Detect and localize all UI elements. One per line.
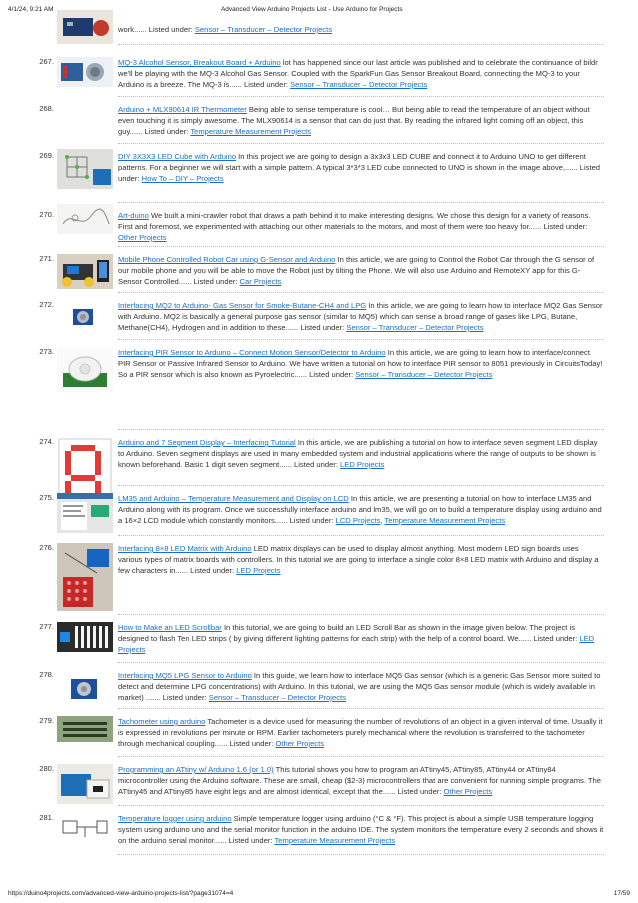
item-number: 279. [39,716,54,725]
project-title-link[interactable]: MQ-3 Alcohol Sensor, Breakout Board + Arduino [118,58,281,67]
item-number: 270. [39,210,54,219]
project-description: Tachometer is a device used for measuring the number of revolutions of an object in a given interval of time. Usually it is expressed in revolutions per minute or RPM. Earlier tachometers purely mechanical where the revolution is transferred to the tachometer through mechanical coupling...... Listed under: [118,717,603,748]
thumbnail-lcd-screenshot [57,493,113,533]
thumbnail-mq5-module-photo [57,671,113,705]
category-link[interactable]: LED Projects [340,460,385,469]
separator [118,756,604,757]
item-number: 268. [39,104,54,113]
category-link[interactable]: Other Projects [275,739,325,748]
category-link[interactable]: Temperature Measurement Projects [384,516,506,525]
item-number: 280. [39,764,54,773]
item-number: 276. [39,543,54,552]
thumbnail-photo [57,10,113,44]
category-link[interactable]: Car Projects [239,277,282,286]
item-number: 277. [39,622,54,631]
project-title-link[interactable]: Interfacing MQ2 to Arduino- Gas Sensor for Smoke-Butane-CH4 and LPG [118,301,367,310]
print-title: Advanced View Arduino Projects List - Use Arduino for Projects [220,6,403,13]
separator [118,44,604,45]
project-description: This tutorial shows you how to program an ATtiny45, ATtiny85, ATtiny44 or ATtiny84 microcontroller using the Arduino software. These are small, cheap ($2-3) microcontrollers that are convenient for running simple programs. The ATtiny45 and ATtiny85 have eight legs and are almost identical, except that the...... Listed under: [118,765,601,796]
project-description: lot has happened since our last article was published and to celebrate the continuance of bildr we'll be playing with the MQ-3 Alcohol Gas Sensor. Coupled with the SparkFun Gas Sensor Breakout Board, connecting the MQ-3 to your Arduino is a breeze. The MQ-3 is...... Listed under: [118,58,598,89]
project-description: In this project we are going to design a 3x3x3 LED CUBE and connect it to Arduino UNO to get different patterns. For a beginner we will start with a simple pattern. A typical 3*3*3 LED cube connected to UNO is shown in the image above,...... Listed under: [118,152,601,183]
print-url: https://duino4projects.com/advanced-view-arduino-projects-list/?page31074=4 [8,890,234,897]
project-description: In this article, we are publishing a tutorial on how to interface seven segment LED display to Arduino. Seven segment displays are used in many embedded system and industrial applications where the range of outputs to be shown is known beforehand. Basic 1 digit seven segment...... Listed under: [118,438,598,469]
item-text [118,347,604,380]
item-text [118,104,604,137]
category-link[interactable]: LED Projects [118,634,595,654]
project-title-link[interactable]: Mobile Phone Controlled Robot Car using G-Sensor and Arduino [118,255,336,264]
category-link[interactable]: Sensor – Transducer – Detector Projects [346,323,484,332]
separator [118,143,604,144]
separator [118,662,604,663]
thumbnail-robot-car-photo [57,254,113,289]
project-description: LED matrix displays can be used to display almost anything. Most modern LED sign boards uses various types of matrix boards with controllers. In this tutorial we are going to interface a single color 8×8 LED matrix with Arduino and display a few characters in...... Listed under: [118,544,599,575]
item-number: 269. [39,151,54,160]
print-footer [8,890,630,897]
thumbnail-attiny-photo [57,764,113,804]
separator [118,202,604,203]
project-title-link[interactable]: Interfacing 8×8 LED Matrix with Arduino [118,544,252,553]
project-description: In this article, we are going to learn how to interface MQ2 Gas Sensor with Arduino. MQ2 is basically a general purpose gas sensor (similar to MQ5) which can sense a broad range of gases like LPG, Butane, Methane(CH4), Hydrogen and in addition to these...... Listed under: [118,301,603,332]
thumbnail-sketch-photo [57,204,113,234]
project-title-link[interactable]: Interfacing PIR Sensor to Arduino – Connect Motion Sensor/Detector to Arduino [118,348,386,357]
thumbnail-led-cube-photo [57,149,113,189]
project-title-link[interactable]: Arduino + MLX90614 IR Thermometer [118,105,247,114]
thumbnail-mq2-module-photo [57,303,113,331]
project-title-link[interactable]: Interfacing MQ5 LPG Sensor to Arduino [118,671,252,680]
item-number: 274. [39,437,54,446]
item-text [118,543,604,576]
item-text [118,764,604,797]
item-number: 278. [39,670,54,679]
item-number: 272. [39,300,54,309]
project-title-link[interactable]: Art-duino [118,211,149,220]
project-title-link[interactable]: LM35 and Arduino – Temperature Measurement and Display on LCD [118,494,349,503]
project-title-link[interactable]: Tachometer using arduino [118,717,206,726]
thumbnail-gas-sensor-photo [57,57,113,87]
thumbnail-schematic-photo [57,813,113,841]
item-number: 271. [39,254,54,263]
project-description: In this article, we are presenting a tutorial on how to interface LM35 and Arduino along with its program. Once we successfully interface arduino and lm35, we will go on to build a temperature display using arduino and a 16×2 LCD module which constantly monitors...... Listed under: [118,494,602,525]
category-link[interactable]: Sensor – Transducer – Detector Projects [290,80,428,89]
project-title-link[interactable]: DIY 3X3X3 LED Cube with Arduino [118,152,237,161]
thumbnail-led-matrix-photo [57,543,113,611]
item-text [118,57,604,90]
separator [118,246,604,247]
project-title-link[interactable]: Arduino and 7 Segment Display – Interfacing Tutorial [118,438,296,447]
category-separator: , [380,516,385,525]
project-description: Simple temperature logger using arduino (°C & °F). This project is about a simple USB temperature logging system using arduino uno and the serial monitor function in the arduino IDE. The system monitors the temperature every 2 seconds and shows it on the arduino serial monitor...... Listed under: [118,814,604,845]
thumbnail-tachometer-photo [57,716,113,742]
project-title-link[interactable]: Programming an ATtiny w/ Arduino 1.6 (or 1.0) [118,765,274,774]
separator [118,805,604,806]
print-page-number: 17/59 [613,890,630,897]
item-text [118,813,604,846]
item-text [118,716,604,749]
item-number: 273. [39,347,54,356]
partial-desc: work...... Listed under: [118,25,195,34]
separator [118,535,604,536]
thumbnail-pir-sensor-photo [57,347,113,392]
project-description: In this article, we are going to Control the Robot Car through the G sensor of our mobile phone and you will be able to move the Robot just by tilting the Phone. We will also use Arduino and RemoteXY app for this G-Sensor Controlled...... Listed under: [118,255,595,286]
category-link[interactable]: Sensor – Transducer – Detector Projects [194,25,333,34]
item-text [118,254,604,287]
category-link[interactable]: LED Projects [236,566,281,575]
category-link[interactable]: Temperature Measurement Projects [190,127,312,136]
category-link[interactable]: How To – DIY – Projects [141,174,224,183]
category-link[interactable]: LCD Projects [335,516,381,525]
category-link[interactable]: Other Projects [443,787,493,796]
category-link[interactable]: Sensor – Transducer – Detector Projects [208,693,346,702]
project-description: In this article, we are going to learn how to interface/connect PIR Sensor or Passive Infrared Sensor to Arduino. We have written a tutorial on how to interface PIR sensor to 8051 previously in CircuitsToday! So a PIR sensor which is also known as Pyroelectric...... Listed under: [118,348,603,379]
item-text [118,622,604,655]
item-number: 275. [39,493,54,502]
item-number: 267. [39,57,54,66]
item-number: 281. [39,813,54,822]
category-link[interactable]: Other Projects [118,233,167,242]
item-text [118,210,604,243]
project-description: Being able to sense temperature is cool… But being able to read the temperature of an object without even touching it is simply awesome. The MLX90614 is a sensor that can do just that. By reading the infrared light coming off an object, this guy...... Listed under: [118,105,590,136]
project-description: In this tutorial, we are going to build an LED Scroll Bar as shown in the image given below. The project is designed to flash Ten LED strips ( by giving different lighting patterns for each strip) with the help of a control board. We...... Listed under: [118,623,580,643]
print-datetime: 4/1/24, 9:21 AM [8,6,54,13]
separator [118,429,604,430]
separator [118,708,604,709]
separator [118,339,604,340]
category-link[interactable]: Sensor – Transducer – Detector Projects [355,370,493,379]
project-description: We built a mini-crawler robot that draws a path behind it to make interesting designs. We chose this design for a variety of reasons. First and foremost, we experimented with attaching our other materials to the motors, and most of them were too heavy for...... Listed under: [118,211,591,231]
separator [118,292,604,293]
project-description: In this guide, we learn how to interface MQ5 Gas sensor (which is a generic Gas Sensor more suited to detect and determine LPG concentrations) with Arduino. In this tutorial, we are using the MQ5 Gas sensor module (which is widely available in market) ....... Listed under: [118,671,601,702]
project-title-link[interactable]: How to Make an LED Scrollbar [118,623,222,632]
item-text [118,300,604,333]
item-text [118,670,604,703]
separator [118,854,604,855]
item-text [118,493,604,526]
separator [118,96,604,97]
separator [118,485,604,486]
separator [118,614,604,615]
item-text [118,437,604,470]
category-link[interactable]: Temperature Measurement Projects [274,836,396,845]
project-title-link[interactable]: Temperature logger using arduino [118,814,232,823]
thumbnail-led-scrollbar-photo [57,622,113,652]
item-text [118,151,604,184]
